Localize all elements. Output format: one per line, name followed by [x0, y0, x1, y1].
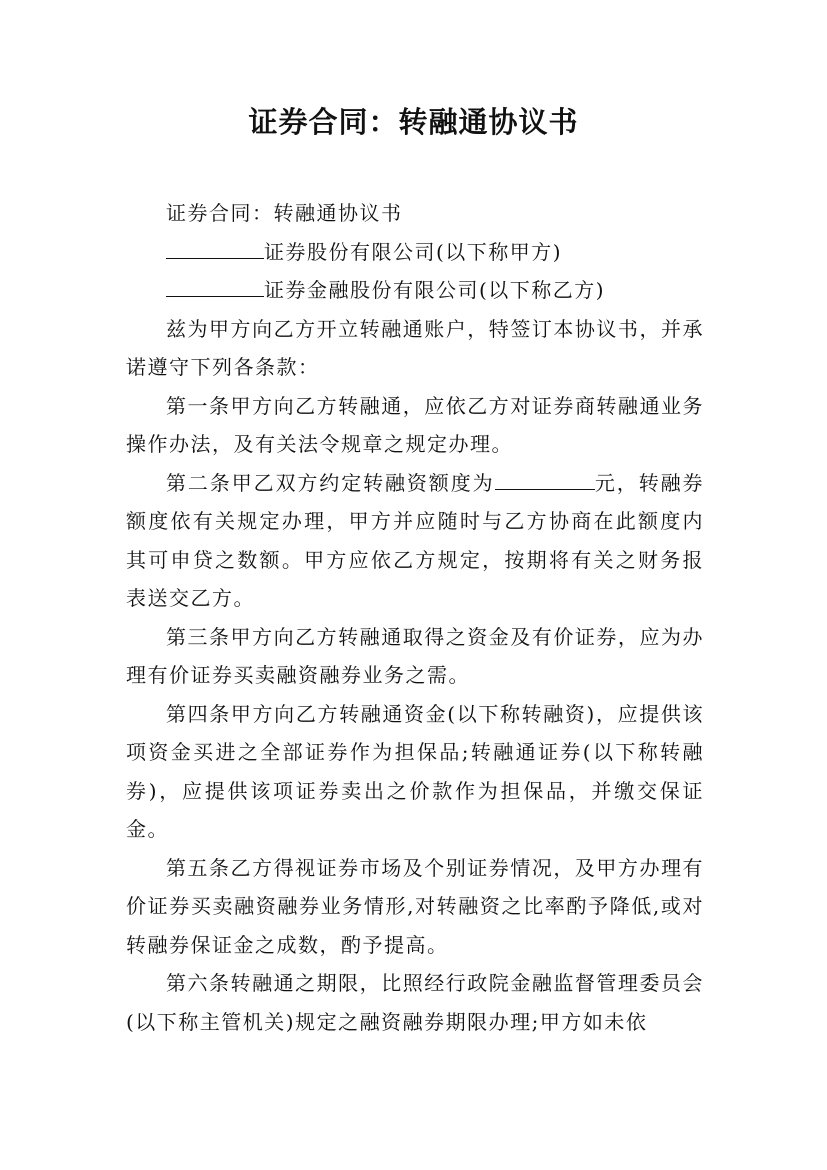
party-b-text: 证券金融股份有限公司(以下称乙方): [264, 278, 606, 302]
document-title: 证券合同：转融通协议书: [248, 105, 579, 139]
party-b-blank: [166, 275, 264, 297]
article-3: 第三条甲方向乙方转融通取得之资金及有价证券，应为办理有价证券买卖融资融券业务之需。: [126, 624, 704, 687]
credit-amount-blank: [495, 468, 595, 490]
article-6: 第六条转融通之期限，比照经行政院金融监督管理委员会(以下称主管机关)规定之融资融券期限办理;甲方如未依: [126, 971, 704, 1034]
article-2-text-2: 元，转融券额度依有关规定办理，甲方并应随时与乙方协商在此额度内其可申贷之数额。甲方应依乙方规定，按期将有关之财务报表送交乙方。: [126, 470, 705, 610]
article-1: 第一条甲方向乙方转融通，应依乙方对证券商转融通业务操作办法，及有关法令规章之规定办理。: [126, 393, 704, 456]
article-2-text-1: 第二条甲乙双方约定转融资额度为: [166, 470, 495, 495]
party-a-line: [126, 233, 704, 272]
preamble-paragraph: 兹为甲方向乙方开立转融通账户，特签订本协议书，并承诺遵守下列各条款：: [126, 316, 704, 379]
party-a-blank: [166, 237, 264, 259]
article-5: 第五条乙方得视证券市场及个别证券情况，及甲方办理有价证券买卖融资融券业务情形,对转融资之比率酌予降低,或对转融券保证金之成数，酌予提高。: [126, 855, 704, 957]
party-a-text: 证券股份有限公司(以下称甲方): [264, 239, 563, 264]
article-2: [126, 464, 704, 618]
document-body: [126, 194, 704, 1041]
party-b-line: [126, 271, 704, 310]
article-4: 第四条甲方向乙方转融通资金(以下称转融资)，应提供该项资金买进之全部证券作为担保品;转融通证券(以下称转融券)，应提供该项证券卖出之价款作为担保品，并缴交保证金。: [126, 701, 704, 841]
heading-line: 证券合同：转融通协议书: [166, 201, 403, 225]
